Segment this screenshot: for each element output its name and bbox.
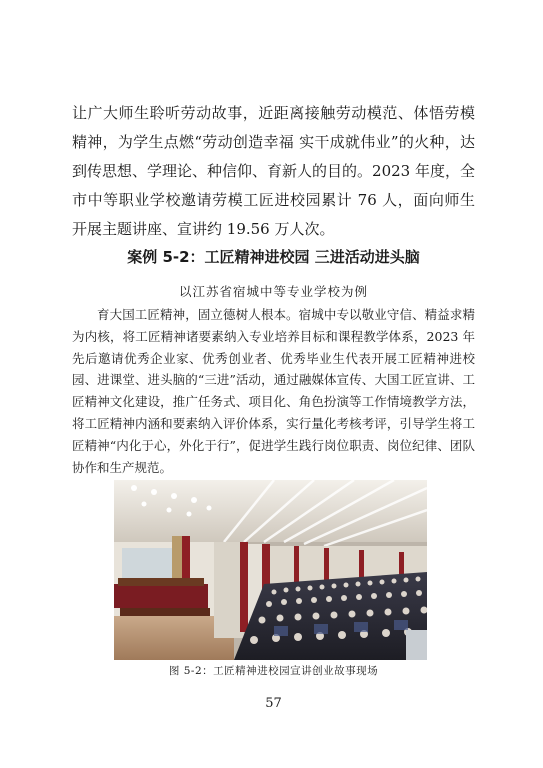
page-number: 57	[265, 696, 282, 711]
intro-paragraph: 让广大师生聆听劳动故事，近距离接触劳动模范、体悟劳模精神，为学生点燃“劳动创造幸福 实干成就伟业”的火种，达到传思想、学理论、种信仰、育新人的目的。2023 年度，全市中等职业学校邀请劳模工匠进校园累计 76 人，面向师生开展主题讲座、宣讲约 19.56 万人次。	[72, 104, 475, 238]
case-body: 育大国工匠精神，固立德树人根本。宿城中专以敬业守信、精益求精为内核，将工匠精神诸要素纳入专业培养目标和课程教学体系，2023 年先后邀请优秀企业家、优秀创业者、优秀毕业生代表开展工匠精神进校园、进课堂、进头脑的“三进”活动，通过融媒体宣传、大国工匠宣讲、工匠精神文化建设，推广任务式、项目化、角色扮演等工作情境教学方法，将工匠精神内涵和要素纳入评价体系，实行量化考核考评，引导学生将工匠精神“内化于心，外化于行”，促进学生践行岗位职责、岗位纪律、团队协作和生产规范。	[72, 307, 475, 475]
case-title: 案例 5-2：工匠精神进校园 三进活动进头脑	[127, 248, 420, 266]
figure-caption: 图 5-2：工匠精神进校园宣讲创业故事现场	[168, 665, 379, 677]
case-subtitle: 以江苏省宿城中等专业学校为例	[178, 284, 368, 299]
lecture-hall-photo	[114, 480, 427, 660]
